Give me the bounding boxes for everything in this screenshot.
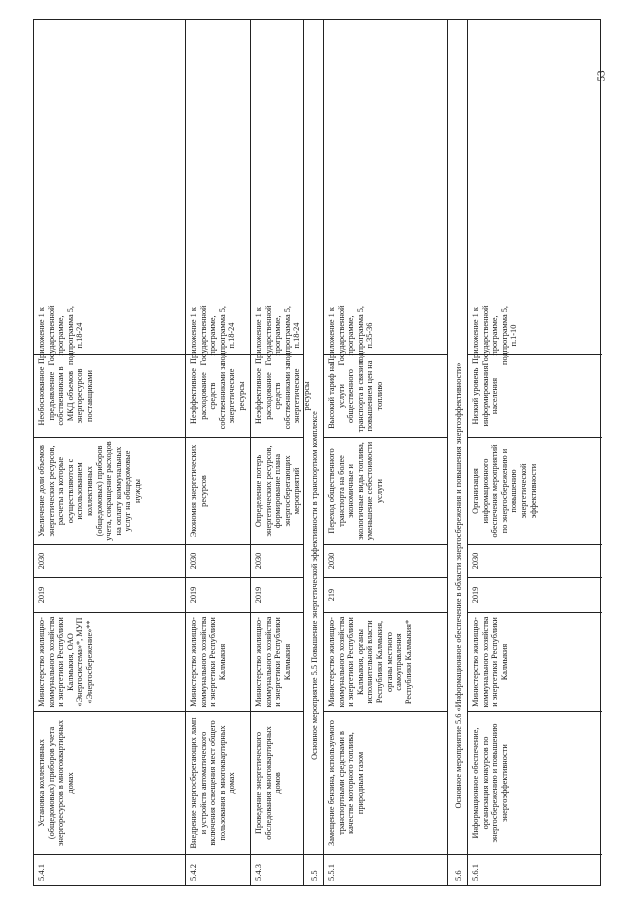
start-year-cell: 2019: [468, 578, 602, 613]
row-number-cell: 5.5.1: [326, 864, 336, 881]
table-row: [467, 20, 602, 885]
expected-result-cell: Организация информационного обеспечения мероприятий по энергосбережению и повышению энергетической эффективности: [468, 438, 602, 545]
link-cell: Приложение 1 к Государственной программе, подпрограмма 5, п.35-36: [324, 317, 447, 355]
expected-result-cell: Определение потерь энергетических ресурсов, формирование плана энергосберегающих мероприятий: [251, 438, 303, 545]
end-year-cell: 2030: [468, 545, 602, 578]
row-number-cell: 5.4.3: [253, 864, 263, 881]
table-row: [185, 20, 250, 885]
consequence-cell: Высокий тариф на услуги общественного транспорта в связи с повышением цен на топливо: [324, 355, 447, 438]
measure-name-cell: Внедрение энергосберегающих ламп и устройств автоматического включения освещения мест общего пользования в многоквартирных домах: [186, 712, 250, 855]
expected-result-cell: Экономия энергетических ресурсов: [186, 438, 250, 545]
end-year-cell: 2030: [34, 545, 185, 578]
expected-result-cell: Переход общественного транспорта на более экономичные и экологичные виды топлива, уменьшение себестоимости услуги: [324, 438, 447, 545]
table-row: [250, 20, 312, 885]
expected-result-cell: Увеличение доли объемов энергетических ресурсов, расчеты за которые осуществляются с использованием коллективных (общедомовых) приборов учета, сокращение расходов на оплату коммунальных услуг на общедомовые нужды: [34, 438, 185, 545]
page-number: 53: [595, 70, 608, 82]
start-year-cell: 2019: [186, 578, 250, 613]
row-number-cell: 5.4.2: [188, 864, 198, 881]
table-row: [323, 20, 447, 885]
section-title-cell: Основное мероприятие 5.5 Повышение энергетической эффективности в транспортном комплексе: [304, 317, 323, 855]
link-cell: Приложение 1 к Государственной программе, подпрограмма 5, п.1-10: [468, 317, 602, 355]
rotated-page: [33, 19, 601, 886]
consequence-cell: Необоснованное предъявление собственникам в МКД объемов энергоресурсов поставщиками: [34, 355, 185, 438]
consequence-cell: Неэффективное расходование средств собственниками за энергетические ресурсы: [186, 355, 250, 438]
executor-cell: Министерство жилищно-коммунального хозяйства и энергетики Республики Калмыкия: [468, 613, 602, 712]
row-number-cell: 5.6.1: [470, 864, 480, 881]
measures-table: [33, 19, 601, 886]
measure-name-cell: Замещение бензина, используемого транспортными средствами в качестве моторного топлива, природным газом: [324, 712, 447, 855]
executor-cell: Министерство жилищно-коммунального хозяйства и энергетики Республики Калмыкия: [186, 613, 250, 712]
measure-name-cell: Информационное обеспечение, организация конкурсов по энергосбережению и повышению энергоэффективности: [468, 712, 602, 855]
end-year-cell: 2030: [186, 545, 250, 578]
section-title-cell: Основное мероприятие 5.6 «Информационное обеспечение в области энергосбережения и повышения энергоэффективности»: [448, 317, 467, 855]
link-cell: Приложение 1 к Государственной программе, подпрограмма 5, п.18-24: [186, 317, 250, 355]
link-cell: Приложение 1 к Государственной программе, подпрограмма 5, п.18-24: [34, 317, 185, 355]
consequence-cell: Неэффективное расходование средств собственниками за энергетические ресурсы: [251, 355, 303, 438]
executor-cell: Министерство жилищно-коммунального хозяйства и энергетики Республики Калмыкия, ОАО «Энергосистема»*, МУП «Энергосбережение»**: [34, 613, 185, 712]
start-year-cell: 2019: [251, 578, 303, 613]
section-number-cell: 5.6: [453, 870, 464, 881]
measure-name-cell: Проведение энергетического обследования многоквартирных домов: [251, 712, 303, 855]
link-cell: Приложение 1 к Государственной программе, подпрограмма 5, п.18-24: [251, 317, 303, 355]
start-year-cell: 2019: [34, 578, 185, 613]
executor-cell: Министерство жилищно-коммунального хозяйства и энергетики Республики Калмыкия, органы исполнительной власти Республики Калмыкия, органы местного самоуправления Республики Калмыкия*: [324, 613, 447, 712]
section-number-cell: 5.5: [309, 870, 320, 881]
row-number-cell: 5.4.1: [36, 864, 46, 881]
end-year-cell: 2030: [324, 545, 447, 578]
end-year-cell: 2030: [251, 545, 303, 578]
table-row: [34, 20, 185, 885]
start-year-cell: 219: [324, 578, 447, 613]
section-row: [303, 20, 323, 885]
executor-cell: Министерство жилищно-коммунального хозяйства и энергетики Республики Калмыкия: [251, 613, 303, 712]
consequence-cell: Низкий уровень информирования населения: [468, 355, 602, 438]
section-row: [447, 20, 467, 885]
measure-name-cell: Установка коллективных (общедомовых) приборов учета энергоресурсов в многоквартирных домах: [34, 712, 185, 855]
